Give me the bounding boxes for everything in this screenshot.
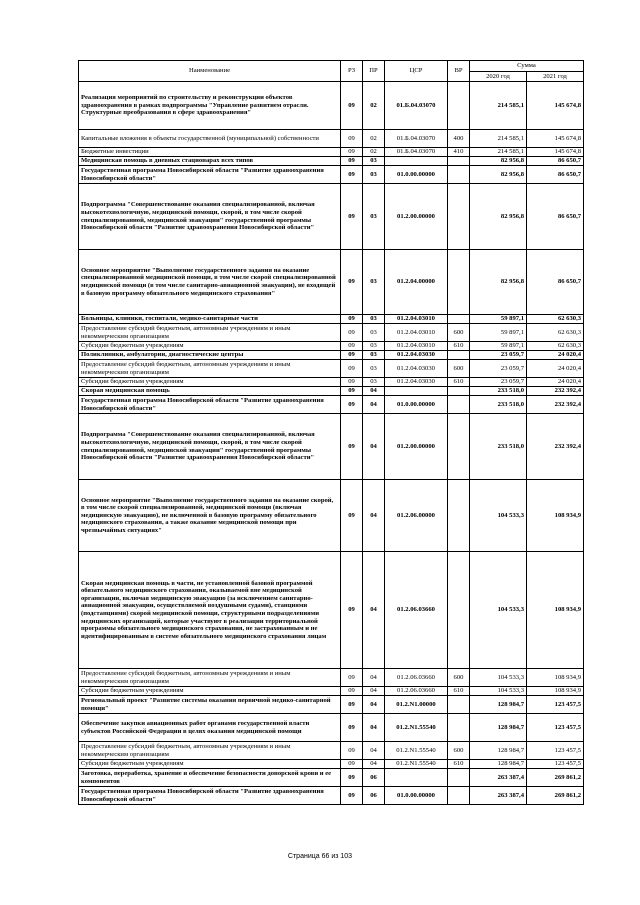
row-pr: 06	[363, 769, 385, 787]
row-name: Предоставление субсидий бюджетным, автономным учреждениям и иным некоммерческим организациям	[79, 324, 341, 342]
row-vr	[448, 396, 470, 414]
row-amount-2020: 233 518,0	[470, 396, 527, 414]
row-name: Основное мероприятие "Выполнение государственного задания на оказание скорой, в том числе скорой специализированной, медицинской помощи (включая медицинскую эвакуацию), не включенной в базовую программу обязательного медицинского страхования, а также оказание медицинской помощи при чрезвычайных ситуациях"	[79, 480, 341, 552]
row-rz: 09	[341, 714, 363, 742]
row-amount-2021: 145 674,8	[527, 130, 584, 148]
header-rz: РЗ	[341, 61, 363, 82]
row-amount-2021: 62 630,3	[527, 342, 584, 351]
row-csr: 01.2.06.03660	[385, 687, 448, 696]
row-amount-2021: 24 020,4	[527, 378, 584, 387]
row-pr: 04	[363, 714, 385, 742]
row-csr	[385, 769, 448, 787]
row-name: Заготовка, переработка, хранение и обеспечение безопасности донорской крови и ее компонентов	[79, 769, 341, 787]
row-csr: 01.2.00.00000	[385, 414, 448, 480]
row-name: Предоставление субсидий бюджетным, автономным учреждениям и иным некоммерческим организациям	[79, 742, 341, 760]
row-amount-2020: 128 984,7	[470, 760, 527, 769]
row-amount-2020: 104 533,3	[470, 687, 527, 696]
row-amount-2020: 82 956,8	[470, 184, 527, 250]
row-csr: 01.2.N1.55540	[385, 714, 448, 742]
row-rz: 09	[341, 250, 363, 315]
row-amount-2020: 214 585,1	[470, 148, 527, 157]
row-csr	[385, 387, 448, 396]
row-rz: 09	[341, 324, 363, 342]
row-vr: 610	[448, 342, 470, 351]
row-amount-2020: 214 585,1	[470, 82, 527, 130]
row-name: Скорая медицинская помощь в части, не установленной базовой программой обязательного медицинского страхования, оказываемой вне медицинской организации, включая медицинскую эвакуацию (за исключением санитарно-авиационной эвакуации, осуществляемой воздушными судами), станциями (подстанциями) скорой медицинской помощи, структурными подразделениями медицинских организаций, которые участвуют в реализации территориальной программы обязательного медицинского страхования, не застрахованным и не идентифицированным в системе обязательного медицинского страхования лицам	[79, 552, 341, 669]
row-vr	[448, 714, 470, 742]
row-vr	[448, 414, 470, 480]
table-row	[79, 787, 584, 805]
row-pr: 03	[363, 378, 385, 387]
row-csr: 01.0.00.00000	[385, 396, 448, 414]
row-amount-2021: 86 650,7	[527, 166, 584, 184]
row-amount-2021: 86 650,7	[527, 184, 584, 250]
row-amount-2021: 145 674,8	[527, 82, 584, 130]
row-amount-2021: 269 861,2	[527, 787, 584, 805]
row-csr: 01.2.N1.55540	[385, 760, 448, 769]
row-name: Государственная программа Новосибирской области "Развитие здравоохранения Новосибирской области"	[79, 166, 341, 184]
budget-table	[78, 60, 584, 805]
row-rz: 09	[341, 130, 363, 148]
row-amount-2020: 59 897,1	[470, 324, 527, 342]
row-vr	[448, 696, 470, 714]
row-amount-2021: 108 934,9	[527, 669, 584, 687]
row-name: Больницы, клиники, госпитали, медико-санитарные части	[79, 315, 341, 324]
row-pr: 04	[363, 552, 385, 669]
row-amount-2020: 263 387,4	[470, 787, 527, 805]
row-pr: 04	[363, 687, 385, 696]
table-row	[79, 184, 584, 250]
row-amount-2020: 82 956,8	[470, 157, 527, 166]
row-name: Обеспечение закупки авиационных работ органами государственной власти субъектов Российской Федерации в целях оказания медицинской помощи	[79, 714, 341, 742]
table-body	[79, 82, 584, 805]
row-vr	[448, 480, 470, 552]
row-amount-2020: 104 533,3	[470, 669, 527, 687]
row-rz: 09	[341, 696, 363, 714]
table-row	[79, 396, 584, 414]
row-csr: 01.2.00.00000	[385, 184, 448, 250]
row-csr: 01.2.04.03010	[385, 342, 448, 351]
row-amount-2020: 214 585,1	[470, 130, 527, 148]
row-amount-2021: 86 650,7	[527, 250, 584, 315]
header-vr: ВР	[448, 61, 470, 82]
row-pr: 04	[363, 742, 385, 760]
row-amount-2021: 108 934,9	[527, 480, 584, 552]
table-row	[79, 742, 584, 760]
row-amount-2020: 23 059,7	[470, 351, 527, 360]
row-csr: 01.2.06.00000	[385, 480, 448, 552]
row-pr: 04	[363, 480, 385, 552]
row-csr	[385, 157, 448, 166]
row-vr: 600	[448, 742, 470, 760]
table-row	[79, 696, 584, 714]
row-rz: 09	[341, 480, 363, 552]
row-rz: 09	[341, 315, 363, 324]
row-amount-2020: 128 984,7	[470, 696, 527, 714]
table-row	[79, 324, 584, 342]
row-amount-2020: 128 984,7	[470, 742, 527, 760]
row-rz: 09	[341, 184, 363, 250]
row-amount-2020: 23 059,7	[470, 378, 527, 387]
row-rz: 09	[341, 82, 363, 130]
row-amount-2021: 123 457,5	[527, 714, 584, 742]
row-amount-2021: 123 457,5	[527, 696, 584, 714]
row-rz: 09	[341, 387, 363, 396]
row-name: Подпрограмма "Совершенствование оказания специализированной, включая высокотехнологичную, медицинской помощи, скорой, в том числе скорой специализированной, медицинской эвакуации" государственной программы Новосибирской области "Развитие здравоохранения Новосибирской области"	[79, 184, 341, 250]
row-rz: 09	[341, 157, 363, 166]
row-rz: 09	[341, 360, 363, 378]
row-csr: 01.0.00.00000	[385, 787, 448, 805]
row-amount-2021: 123 457,5	[527, 742, 584, 760]
row-rz: 09	[341, 166, 363, 184]
row-vr: 600	[448, 360, 470, 378]
row-vr	[448, 552, 470, 669]
row-name: Предоставление субсидий бюджетным, автономным учреждениям и иным некоммерческим организациям	[79, 669, 341, 687]
table-row	[79, 760, 584, 769]
row-name: Скорая медицинская помощь	[79, 387, 341, 396]
row-amount-2020: 128 984,7	[470, 714, 527, 742]
row-csr: 01.Б.04.03070	[385, 148, 448, 157]
row-rz: 09	[341, 414, 363, 480]
row-csr: 01.Б.04.03070	[385, 130, 448, 148]
row-amount-2020: 23 059,7	[470, 360, 527, 378]
row-name: Субсидии бюджетным учреждениям	[79, 342, 341, 351]
row-pr: 03	[363, 360, 385, 378]
row-name: Региональный проект "Развитие системы оказания первичной медико-санитарной помощи"	[79, 696, 341, 714]
row-vr	[448, 787, 470, 805]
row-name: Капитальные вложения в объекты государственной (муниципальной) собственности	[79, 130, 341, 148]
table-row	[79, 166, 584, 184]
row-amount-2021: 232 392,4	[527, 414, 584, 480]
table-row	[79, 148, 584, 157]
row-pr: 04	[363, 396, 385, 414]
row-vr: 610	[448, 378, 470, 387]
row-csr: 01.2.04.03030	[385, 360, 448, 378]
table-row	[79, 315, 584, 324]
row-amount-2021: 86 650,7	[527, 157, 584, 166]
row-amount-2021: 108 934,9	[527, 552, 584, 669]
row-name: Предоставление субсидий бюджетным, автономным учреждениям и иным некоммерческим организациям	[79, 360, 341, 378]
row-name: Реализация мероприятий по строительству и реконструкции объектов здравоохранения в рамках подпрограммы "Управление развитием отрасли. Структурные преобразования в сфере здравоохранения"	[79, 82, 341, 130]
row-pr: 04	[363, 760, 385, 769]
row-pr: 03	[363, 157, 385, 166]
row-pr: 04	[363, 696, 385, 714]
table-row	[79, 250, 584, 315]
header-year-2020: 2020 год	[470, 72, 527, 82]
row-rz: 09	[341, 148, 363, 157]
row-name: Государственная программа Новосибирской области "Развитие здравоохранения Новосибирской области"	[79, 787, 341, 805]
row-csr: 01.2.04.03030	[385, 378, 448, 387]
row-rz: 09	[341, 742, 363, 760]
row-pr: 04	[363, 669, 385, 687]
row-name: Основное мероприятие "Выполнение государственного задания на оказание специализированной медицинской помощи, в том числе скорой специализированной медицинской помощи (в том числе санитарно-авиационной эвакуации), не входящей в базовую программу обязательного медицинского страхования"	[79, 250, 341, 315]
row-csr: 01.Б.04.03070	[385, 82, 448, 130]
table-row	[79, 769, 584, 787]
header-sum: Сумма	[470, 61, 584, 72]
row-vr	[448, 387, 470, 396]
row-vr	[448, 351, 470, 360]
row-amount-2021: 62 630,3	[527, 315, 584, 324]
header-pr: ПР	[363, 61, 385, 82]
row-rz: 09	[341, 769, 363, 787]
table-row	[79, 714, 584, 742]
row-rz: 09	[341, 687, 363, 696]
row-name: Государственная программа Новосибирской области "Развитие здравоохранения Новосибирской области"	[79, 396, 341, 414]
row-vr	[448, 769, 470, 787]
row-pr: 03	[363, 324, 385, 342]
row-vr: 410	[448, 148, 470, 157]
header-name: Наименование	[79, 61, 341, 82]
row-rz: 09	[341, 396, 363, 414]
table-row	[79, 387, 584, 396]
table-row	[79, 480, 584, 552]
row-name: Поликлиники, амбулатории, диагностические центры	[79, 351, 341, 360]
table-row	[79, 378, 584, 387]
row-name: Субсидии бюджетным учреждениям	[79, 760, 341, 769]
row-amount-2020: 82 956,8	[470, 166, 527, 184]
row-amount-2021: 232 392,4	[527, 387, 584, 396]
row-pr: 03	[363, 351, 385, 360]
row-name: Субсидии бюджетным учреждениям	[79, 687, 341, 696]
row-pr: 04	[363, 387, 385, 396]
row-csr: 01.2.06.03660	[385, 669, 448, 687]
row-rz: 09	[341, 342, 363, 351]
row-amount-2021: 232 392,4	[527, 396, 584, 414]
row-csr: 01.2.04.03030	[385, 351, 448, 360]
row-amount-2021: 123 457,5	[527, 760, 584, 769]
row-amount-2020: 104 533,3	[470, 480, 527, 552]
row-vr: 610	[448, 760, 470, 769]
row-csr: 01.2.06.03660	[385, 552, 448, 669]
row-name: Субсидии бюджетным учреждениям	[79, 378, 341, 387]
row-name: Подпрограмма "Совершенствование оказания специализированной, включая высокотехнологичную, медицинской помощи, скорой, в том числе скорой специализированной, медицинской эвакуации" государственной программы Новосибирской области "Развитие здравоохранения Новосибирской области"	[79, 414, 341, 480]
row-amount-2021: 62 630,3	[527, 324, 584, 342]
row-vr: 600	[448, 324, 470, 342]
row-pr: 02	[363, 130, 385, 148]
row-amount-2020: 59 897,1	[470, 342, 527, 351]
row-pr: 03	[363, 166, 385, 184]
row-pr: 03	[363, 184, 385, 250]
table-row	[79, 342, 584, 351]
table-row	[79, 82, 584, 130]
row-csr: 01.0.00.00000	[385, 166, 448, 184]
row-amount-2021: 108 934,9	[527, 687, 584, 696]
table-row	[79, 414, 584, 480]
row-rz: 09	[341, 787, 363, 805]
row-vr: 600	[448, 669, 470, 687]
row-amount-2021: 145 674,8	[527, 148, 584, 157]
row-amount-2021: 24 020,4	[527, 351, 584, 360]
row-rz: 09	[341, 760, 363, 769]
table-row	[79, 552, 584, 669]
row-amount-2020: 233 518,0	[470, 414, 527, 480]
table-row	[79, 351, 584, 360]
table-row	[79, 157, 584, 166]
table-row	[79, 130, 584, 148]
row-pr: 02	[363, 148, 385, 157]
row-amount-2021: 24 020,4	[527, 360, 584, 378]
row-pr: 04	[363, 414, 385, 480]
page-number: Страница 66 из 103	[287, 853, 353, 860]
row-vr	[448, 157, 470, 166]
row-vr	[448, 82, 470, 130]
row-pr: 03	[363, 250, 385, 315]
row-vr	[448, 250, 470, 315]
row-rz: 09	[341, 378, 363, 387]
row-pr: 03	[363, 315, 385, 324]
row-amount-2020: 82 956,8	[470, 250, 527, 315]
row-vr: 610	[448, 687, 470, 696]
row-csr: 01.2.04.00000	[385, 250, 448, 315]
table-row	[79, 669, 584, 687]
row-amount-2020: 263 387,4	[470, 769, 527, 787]
row-vr	[448, 315, 470, 324]
row-rz: 09	[341, 351, 363, 360]
table-row	[79, 687, 584, 696]
row-amount-2020: 233 518,0	[470, 387, 527, 396]
row-amount-2021: 269 861,2	[527, 769, 584, 787]
row-pr: 06	[363, 787, 385, 805]
row-vr: 400	[448, 130, 470, 148]
row-csr: 01.2.N1.00000	[385, 696, 448, 714]
row-vr	[448, 166, 470, 184]
header-year-2021: 2021 год	[527, 72, 584, 82]
row-csr: 01.2.04.03010	[385, 315, 448, 324]
row-csr: 01.2.04.03010	[385, 324, 448, 342]
row-name: Медицинская помощь в дневных стационарах всех типов	[79, 157, 341, 166]
row-amount-2020: 104 533,3	[470, 552, 527, 669]
row-rz: 09	[341, 552, 363, 669]
row-rz: 09	[341, 669, 363, 687]
row-pr: 02	[363, 82, 385, 130]
row-name: Бюджетные инвестиции	[79, 148, 341, 157]
row-pr: 03	[363, 342, 385, 351]
row-amount-2020: 59 897,1	[470, 315, 527, 324]
table-row	[79, 360, 584, 378]
header-csr: ЦСР	[385, 61, 448, 82]
row-csr: 01.2.N1.55540	[385, 742, 448, 760]
row-vr	[448, 184, 470, 250]
